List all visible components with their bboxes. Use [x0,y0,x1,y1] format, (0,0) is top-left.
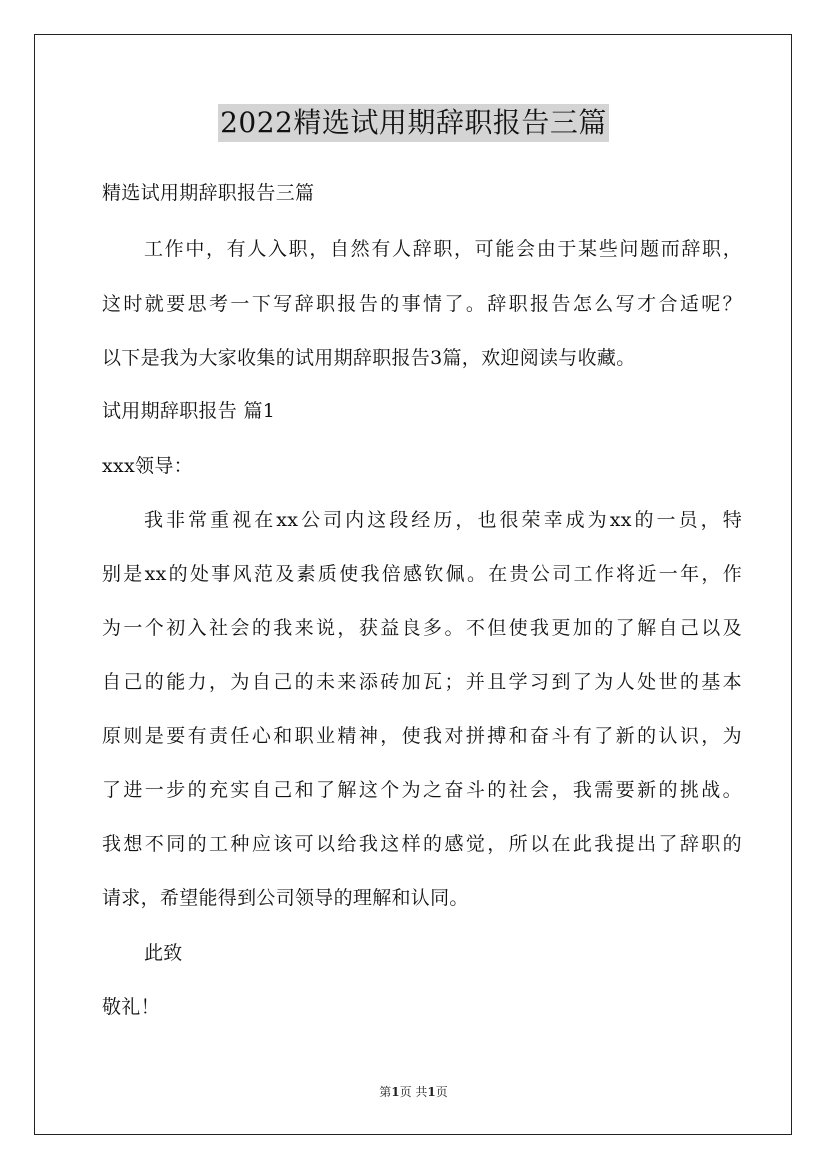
intro-line: 这时就要思考一下写辞职报告的事情了。辞职报告怎么写才合适呢？ [102,293,742,315]
body-line: 了进一步的充实自己和了解这个为之奋斗的社会，我需要新的挑战。 [102,779,742,801]
body-line: 我想不同的工种应该可以给我这样的感觉，所以在此我提出了辞职的 [102,833,742,855]
regards: 敬礼！ [102,996,160,1018]
footer-page-total: 1 [427,1085,436,1099]
body-line: 原则是要有责任心和职业精神，使我对拼搏和奋斗有了新的认识，为 [102,725,742,747]
page-footer [0,1084,827,1100]
intro-line: 以下是我为大家收集的试用期辞职报告3篇，欢迎阅读与收藏。 [102,347,636,369]
body-line: 我非常重视在xx公司内这段经历，也很荣幸成为xx的一员，特 [144,509,742,531]
section-heading: 试用期辞职报告 篇1 [102,400,276,422]
closing: 此致 [144,942,183,964]
footer-mid: 页 共 [399,1085,428,1099]
body-line: 别是xx的处事风范及素质使我倍感钦佩。在贵公司工作将近一年，作 [102,563,742,585]
footer-prefix: 第 [379,1085,392,1099]
salutation: xxx领导： [102,455,193,477]
body-line: 请求，希望能得到公司领导的理解和认同。 [102,887,469,909]
footer-page-number: 1 [391,1085,400,1099]
title-container [0,104,827,142]
document-title: 2022精选试用期辞职报告三篇 [218,104,609,142]
intro-line: 工作中，有人入职，自然有人辞职，可能会由于某些问题而辞职， [144,238,742,260]
body-line: 为一个初入社会的我来说，获益良多。不但使我更加的了解自己以及 [102,617,742,639]
footer-suffix: 页 [435,1085,448,1099]
body-line: 自己的能力，为自己的未来添砖加瓦；并且学习到了为人处世的基本 [102,671,742,693]
document-subtitle: 精选试用期辞职报告三篇 [102,182,315,204]
